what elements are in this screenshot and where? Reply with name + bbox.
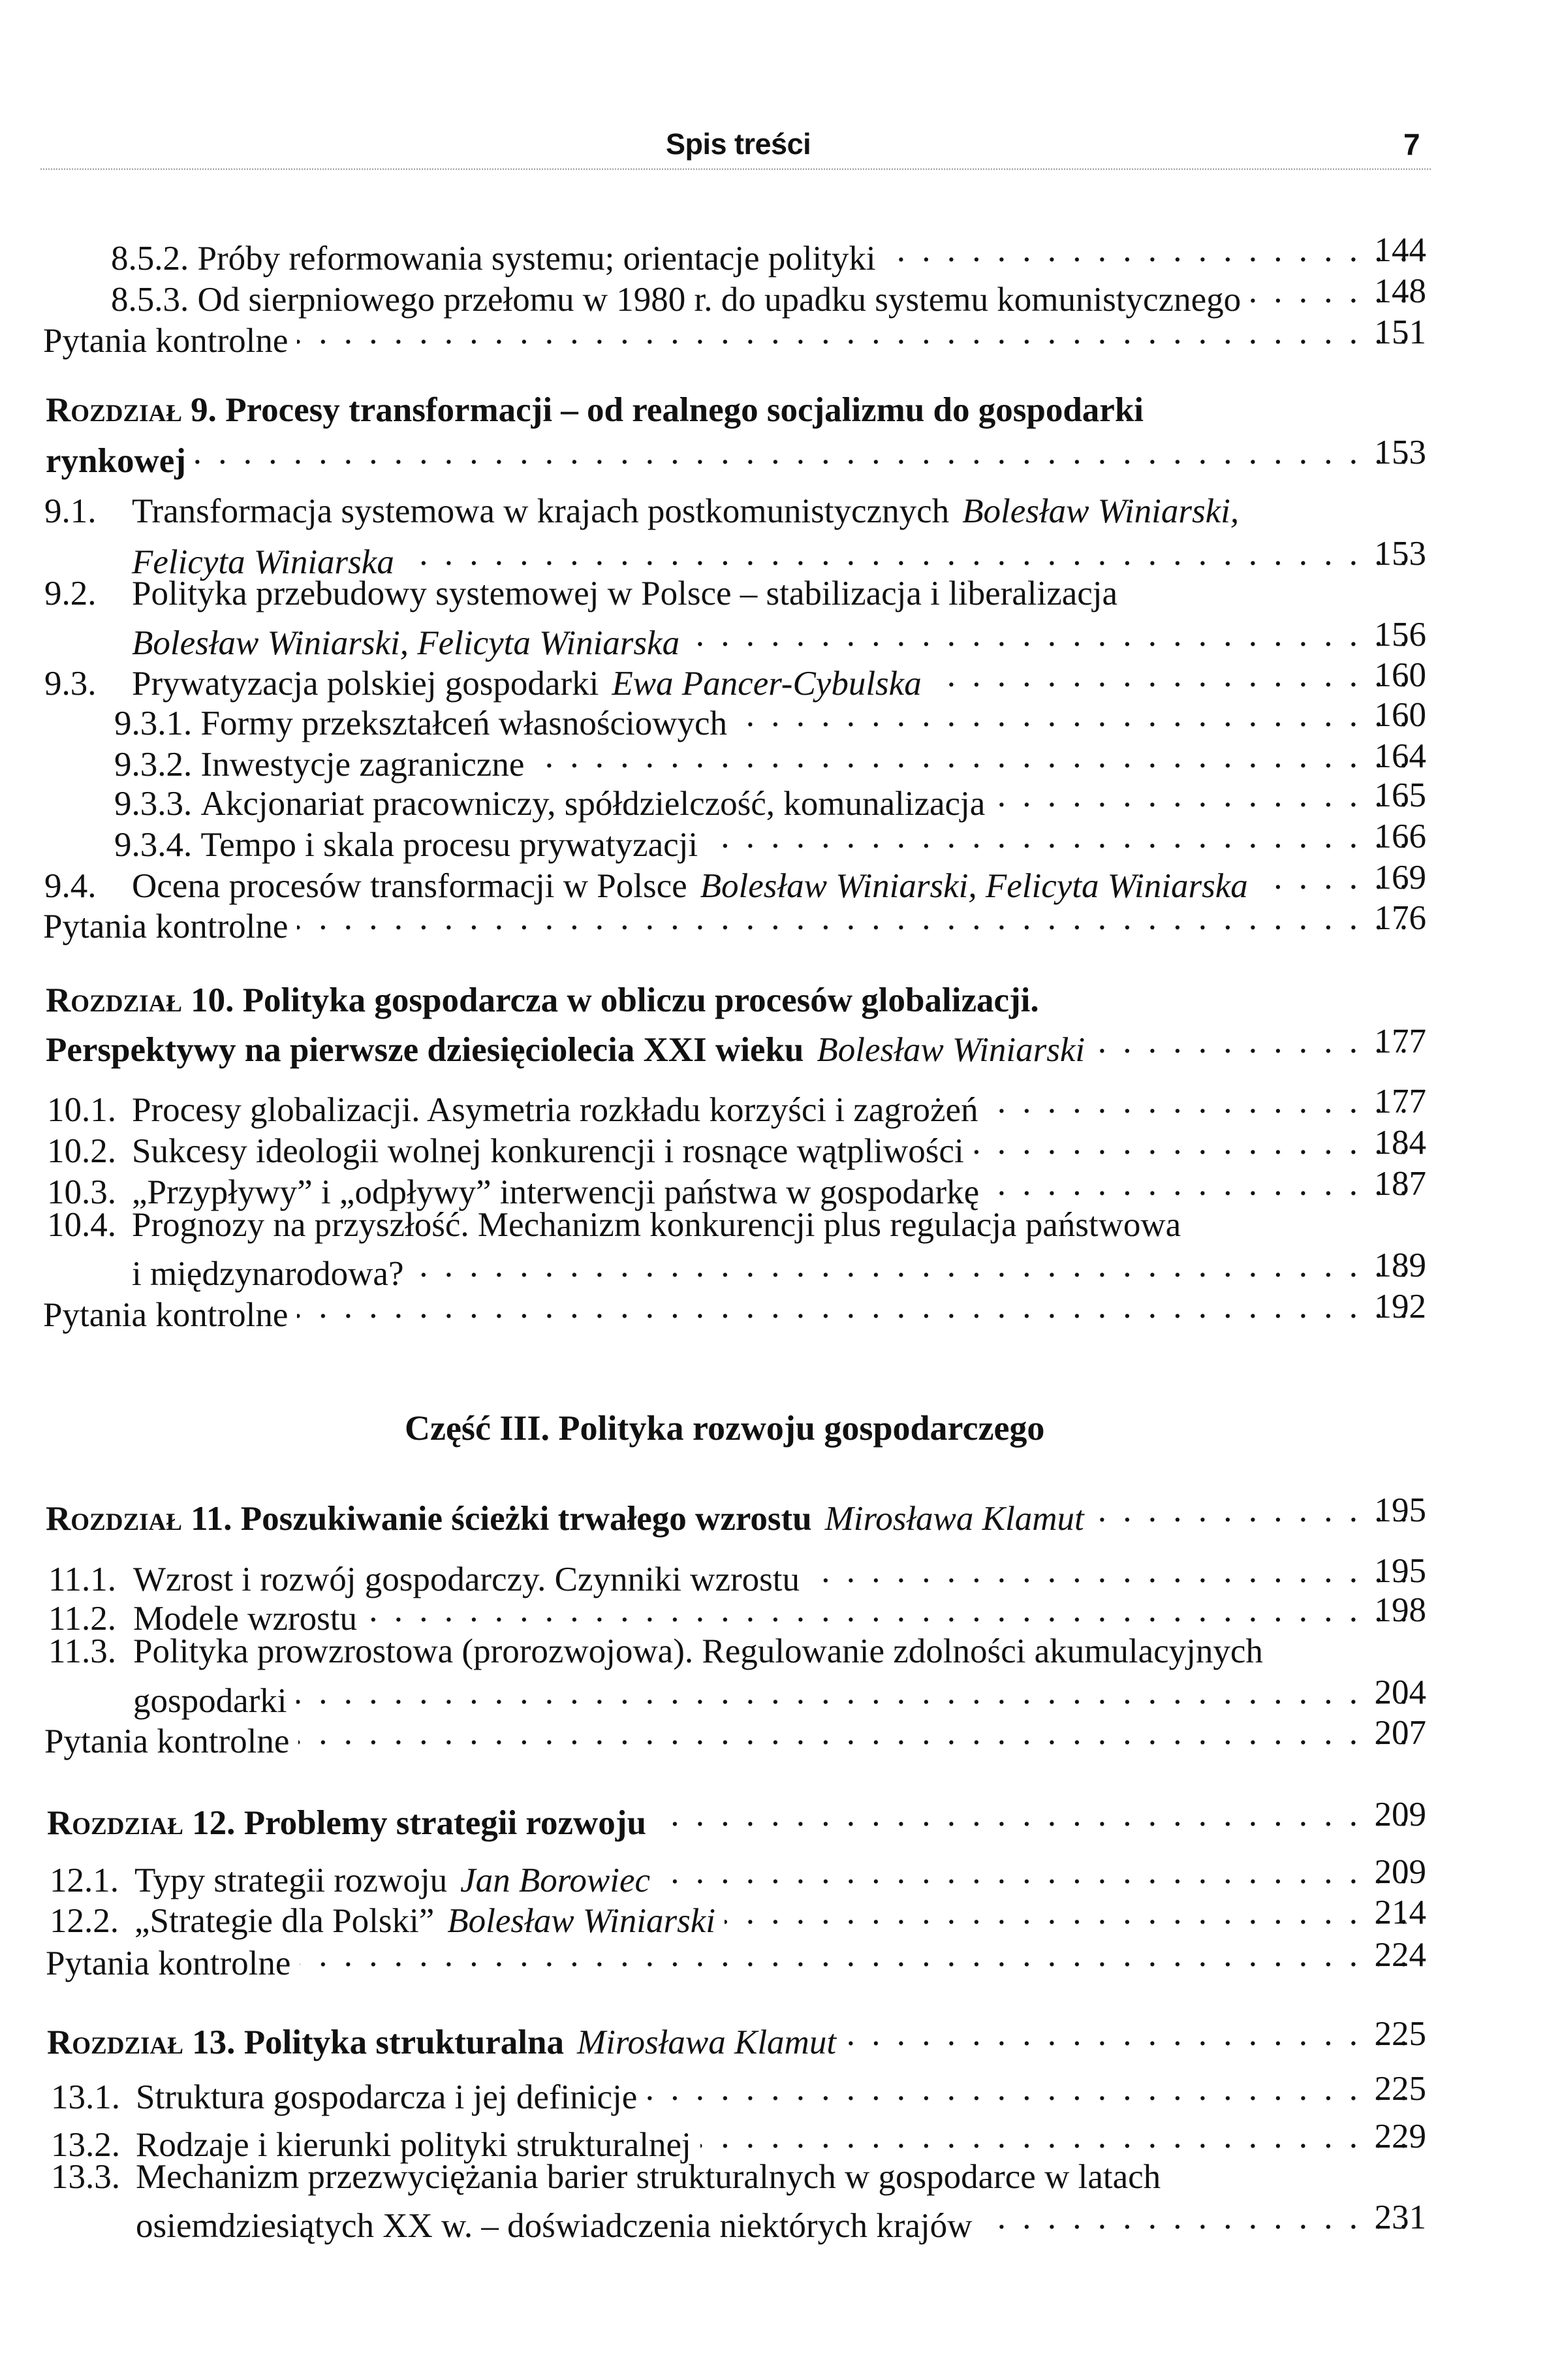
dot-leader bbox=[297, 313, 1408, 352]
toc-entry-continued[interactable] bbox=[0, 534, 1547, 581]
chapter-number: Rozdział 10. bbox=[46, 981, 234, 1019]
dot-leader bbox=[988, 1164, 1408, 1203]
entry-page: 214 bbox=[1374, 1894, 1426, 1931]
dot-leader bbox=[700, 2117, 1408, 2156]
entry-number: 9.3.3. bbox=[114, 785, 193, 823]
entry-number: 13.2. bbox=[51, 2126, 120, 2164]
entry-number: 9.4. bbox=[44, 867, 97, 905]
chapter-number: Rozdział 13. bbox=[47, 2023, 236, 2061]
toc-entry[interactable] bbox=[0, 1082, 1547, 1129]
entry-page: 184 bbox=[1374, 1124, 1426, 1162]
entry-number: 10.2. bbox=[47, 1132, 116, 1170]
entry-number: 12.2. bbox=[50, 1902, 119, 1940]
entry-page: 176 bbox=[1374, 899, 1426, 937]
toc-entry-questions[interactable] bbox=[0, 313, 1547, 360]
entry-page: 225 bbox=[1374, 2015, 1426, 2053]
entry-page: 189 bbox=[1374, 1246, 1426, 1284]
entry-number: 11.3. bbox=[48, 1632, 117, 1670]
entry-page: 195 bbox=[1374, 1552, 1426, 1590]
entry-title: Struktura gospodarcza i jej definicje bbox=[136, 2078, 638, 2116]
toc-entry[interactable] bbox=[0, 737, 1547, 784]
dot-leader bbox=[296, 1673, 1408, 1712]
entry-title: Pytania kontrolne bbox=[46, 1944, 291, 1982]
dot-leader bbox=[403, 534, 1408, 573]
entry-number: 11.1. bbox=[48, 1561, 117, 1598]
toc-entry[interactable] bbox=[0, 2117, 1547, 2164]
chapter-heading[interactable] bbox=[0, 1795, 1547, 1842]
dot-leader bbox=[973, 1123, 1408, 1162]
entry-title: Formy przekształceń własnościowych bbox=[200, 705, 728, 742]
entry-title: Wzrost i rozwój gospodarczy. Czynniki wzrostu bbox=[133, 1561, 800, 1598]
entry-title: i międzynarodowa? bbox=[132, 1255, 404, 1293]
entry-page: 177 bbox=[1374, 1083, 1426, 1120]
entry-title: Tempo i skala procesu prywatyzacji bbox=[200, 826, 698, 864]
chapter-title: Procesy transformacji – od realnego socjalizmu do gospodarki bbox=[225, 391, 1144, 429]
entry-title: „Strategie dla Polski” bbox=[134, 1902, 435, 1940]
entry-number: 10.4. bbox=[47, 1206, 116, 1244]
toc-entry[interactable] bbox=[0, 656, 1547, 703]
toc-entry-questions[interactable] bbox=[0, 898, 1547, 945]
dot-leader bbox=[1094, 1022, 1408, 1061]
toc-entry[interactable] bbox=[0, 272, 1547, 319]
toc-entry[interactable] bbox=[0, 492, 1547, 531]
entry-number: 9.3. bbox=[44, 665, 97, 703]
part-title: Część III. Polityka rozwoju gospodarczego bbox=[405, 1408, 1045, 1448]
running-title: Spis treści bbox=[666, 127, 811, 161]
entry-page: 166 bbox=[1374, 817, 1426, 855]
entry-number: 10.3. bbox=[47, 1173, 116, 1211]
entry-title: osiemdziesiątych XX w. – doświadczenia niektórych krajów bbox=[136, 2207, 973, 2245]
entry-page: 225 bbox=[1374, 2070, 1426, 2108]
chapter-heading[interactable] bbox=[0, 2014, 1547, 2061]
entry-title: Pytania kontrolne bbox=[43, 908, 289, 945]
entry-title: Prywatyzacja polskiej gospodarki bbox=[132, 665, 599, 703]
entry-number: 11.2. bbox=[48, 1600, 117, 1638]
toc-entry[interactable] bbox=[0, 1591, 1547, 1638]
entry-page: 224 bbox=[1374, 1936, 1426, 1974]
chapter-author: Mirosława Klamut bbox=[577, 2023, 837, 2061]
dot-leader bbox=[655, 1795, 1408, 1834]
chapter-number: Rozdział 11. bbox=[46, 1500, 232, 1538]
entry-title: Polityka prowzrostowa (prorozwojowa). Regulowanie zdolności akumulacyjnych bbox=[133, 1632, 1263, 1670]
entry-page: 153 bbox=[1374, 535, 1426, 573]
entry-author: Bolesław Winiarski bbox=[447, 1902, 715, 1940]
chapter-title: Poszukiwanie ścieżki trwałego wzrostu bbox=[240, 1500, 812, 1538]
entry-title: Polityka przebudowy systemowej w Polsce – stabilizacja i liberalizacja bbox=[132, 575, 1118, 612]
dot-leader bbox=[533, 737, 1408, 776]
entry-page: 148 bbox=[1374, 272, 1426, 310]
page-number: 7 bbox=[1403, 127, 1420, 161]
entry-title: Pytania kontrolne bbox=[44, 1722, 290, 1760]
entry-page: 165 bbox=[1374, 776, 1426, 814]
entry-page: 209 bbox=[1374, 1796, 1426, 1833]
toc-entry-continued[interactable] bbox=[0, 2198, 1547, 2245]
dot-leader bbox=[646, 2069, 1408, 2108]
chapter-author: Mirosława Klamut bbox=[824, 1500, 1084, 1538]
chapter-title: Problemy strategii rozwoju bbox=[243, 1804, 646, 1842]
dot-leader bbox=[809, 1551, 1408, 1591]
entry-number: 9.3.4. bbox=[114, 826, 193, 864]
toc-entry[interactable] bbox=[0, 1164, 1547, 1211]
entry-page: 153 bbox=[1374, 434, 1426, 471]
toc-entry[interactable] bbox=[0, 776, 1547, 823]
toc-entry-questions[interactable] bbox=[0, 1713, 1547, 1760]
dot-leader bbox=[195, 433, 1408, 472]
entry-page: 160 bbox=[1374, 656, 1426, 694]
toc-entry[interactable] bbox=[0, 1632, 1547, 1671]
entry-title: gospodarki bbox=[133, 1682, 287, 1720]
entry-page: 177 bbox=[1374, 1023, 1426, 1060]
dot-leader bbox=[1093, 1491, 1408, 1530]
entry-title: Pytania kontrolne bbox=[43, 322, 289, 360]
entry-page: 231 bbox=[1374, 2198, 1426, 2236]
toc-entry[interactable] bbox=[0, 1205, 1547, 1245]
dot-leader bbox=[931, 656, 1408, 695]
entry-title: Sukcesy ideologii wolnej konkurencji i rosnące wątpliwości bbox=[132, 1132, 964, 1170]
entry-page: 192 bbox=[1374, 1288, 1426, 1325]
dot-leader bbox=[725, 1893, 1408, 1932]
toc-entry[interactable] bbox=[0, 695, 1547, 742]
chapter-number: Rozdział 9. bbox=[46, 391, 217, 429]
entry-page: 209 bbox=[1374, 1853, 1426, 1891]
dot-leader bbox=[689, 615, 1408, 654]
entry-page: 198 bbox=[1374, 1591, 1426, 1629]
chapter-title: Polityka gospodarcza w obliczu procesów globalizacji. bbox=[242, 981, 1039, 1019]
entry-page: 164 bbox=[1374, 737, 1426, 775]
chapter-title: Perspektywy na pierwsze dziesięciolecia XXI wieku bbox=[46, 1031, 804, 1069]
entry-title: Inwestycje zagraniczne bbox=[200, 746, 525, 784]
chapter-heading[interactable] bbox=[0, 390, 1547, 430]
entry-page: 169 bbox=[1374, 859, 1426, 896]
dot-leader bbox=[885, 230, 1408, 270]
dot-leader bbox=[366, 1591, 1408, 1630]
toc-entry-continued[interactable] bbox=[0, 1246, 1547, 1293]
toc-entry[interactable] bbox=[0, 574, 1547, 613]
entry-page: 156 bbox=[1374, 616, 1426, 654]
entry-page: 151 bbox=[1374, 313, 1426, 351]
dot-leader bbox=[300, 1935, 1408, 1975]
entry-number: 9.1. bbox=[44, 492, 97, 530]
toc-entry[interactable] bbox=[0, 858, 1547, 905]
entry-title: Ocena procesów transformacji w Polsce bbox=[132, 867, 687, 905]
entry-author: Felicyta Winiarska bbox=[132, 543, 394, 581]
toc-entry-questions[interactable] bbox=[0, 1935, 1547, 1982]
toc-entry[interactable] bbox=[0, 1123, 1547, 1170]
entry-title: Rodzaje i kierunki polityki strukturalnej bbox=[136, 2126, 691, 2164]
entry-number: 8.5.2. bbox=[111, 240, 189, 278]
entry-title: Modele wzrostu bbox=[133, 1600, 357, 1638]
toc-entry-questions[interactable] bbox=[0, 1287, 1547, 1334]
entry-title: Pytania kontrolne bbox=[43, 1296, 289, 1334]
dot-leader bbox=[707, 817, 1408, 856]
chapter-heading-continued[interactable] bbox=[0, 1022, 1547, 1069]
dot-leader bbox=[994, 776, 1408, 815]
entry-title: „Przypływy” i „odpływy” interwencji państwa w gospodarkę bbox=[132, 1173, 980, 1211]
dot-leader bbox=[981, 2198, 1408, 2237]
dot-leader bbox=[988, 1082, 1408, 1121]
entry-number: 8.5.3. bbox=[111, 281, 189, 319]
dot-leader bbox=[659, 1852, 1408, 1892]
entry-number: 13.1. bbox=[51, 2078, 120, 2116]
entry-title: Prognozy na przyszłość. Mechanizm konkurencji plus regulacja państwowa bbox=[132, 1206, 1181, 1244]
toc-entry-continued[interactable] bbox=[0, 1673, 1547, 1720]
entry-number: 9.3.1. bbox=[114, 705, 193, 742]
entry-author: Bolesław Winiarski, Felicyta Winiarska bbox=[132, 624, 680, 662]
entry-number: 12.1. bbox=[50, 1862, 119, 1899]
entry-title: Transformacja systemowa w krajach postkomunistycznych bbox=[132, 492, 950, 530]
entry-number: 10.1. bbox=[47, 1091, 116, 1129]
dot-leader bbox=[413, 1246, 1408, 1285]
entry-title: Mechanizm przezwyciężania barier strukturalnych w gospodarce w latach bbox=[136, 2158, 1161, 2196]
chapter-title: Polityka strukturalna bbox=[243, 2023, 564, 2061]
entry-number: 13.3. bbox=[51, 2158, 120, 2196]
dot-leader bbox=[845, 2014, 1408, 2054]
toc-entry[interactable] bbox=[0, 230, 1547, 278]
running-header bbox=[0, 128, 1547, 161]
entry-page: 229 bbox=[1374, 2118, 1426, 2155]
entry-page: 187 bbox=[1374, 1165, 1426, 1203]
toc-entry[interactable] bbox=[0, 1551, 1547, 1598]
entry-number: 9.2. bbox=[44, 575, 97, 612]
toc-entry[interactable] bbox=[0, 2157, 1547, 2197]
toc-entry-continued[interactable] bbox=[0, 615, 1547, 662]
entry-author: Jan Borowiec bbox=[460, 1862, 651, 1899]
entry-page: 195 bbox=[1374, 1491, 1426, 1529]
chapter-heading-continued[interactable] bbox=[0, 433, 1547, 480]
chapter-heading[interactable] bbox=[0, 1491, 1547, 1538]
entry-title: Akcjonariat pracowniczy, spółdzielczość, komunalizacja bbox=[200, 785, 986, 823]
chapter-heading[interactable] bbox=[0, 981, 1547, 1020]
entry-title: Od sierpniowego przełomu w 1980 r. do upadku systemu komunistycznego bbox=[197, 281, 1242, 319]
part-heading[interactable] bbox=[0, 1408, 1547, 1448]
dot-leader bbox=[298, 1713, 1408, 1753]
dot-leader bbox=[736, 695, 1408, 735]
entry-author: Ewa Pancer-Cybulska bbox=[612, 665, 922, 703]
entry-page: 160 bbox=[1374, 696, 1426, 734]
entry-page: 207 bbox=[1374, 1714, 1426, 1752]
header-rule bbox=[40, 168, 1431, 170]
toc-entry[interactable] bbox=[0, 1893, 1547, 1940]
entry-title: Typy strategii rozwoju bbox=[134, 1862, 448, 1899]
entry-title: Próby reformowania systemu; orientacje polityki bbox=[197, 240, 876, 278]
dot-leader bbox=[297, 898, 1408, 938]
toc-entry[interactable] bbox=[0, 2069, 1547, 2116]
entry-title: Procesy globalizacji. Asymetria rozkładu korzyści i zagrożeń bbox=[132, 1091, 978, 1129]
chapter-title: rynkowej bbox=[46, 442, 186, 480]
entry-page: 144 bbox=[1374, 231, 1426, 269]
entry-author: Bolesław Winiarski, bbox=[962, 492, 1240, 530]
chapter-author: Bolesław Winiarski bbox=[817, 1031, 1086, 1069]
entry-author: Bolesław Winiarski, Felicyta Winiarska bbox=[700, 867, 1248, 905]
toc-entry[interactable] bbox=[0, 817, 1547, 864]
entry-number: 9.3.2. bbox=[114, 746, 193, 784]
dot-leader bbox=[297, 1287, 1408, 1326]
toc-entry[interactable] bbox=[0, 1852, 1547, 1899]
chapter-number: Rozdział 12. bbox=[47, 1804, 236, 1842]
entry-page: 204 bbox=[1374, 1674, 1426, 1711]
